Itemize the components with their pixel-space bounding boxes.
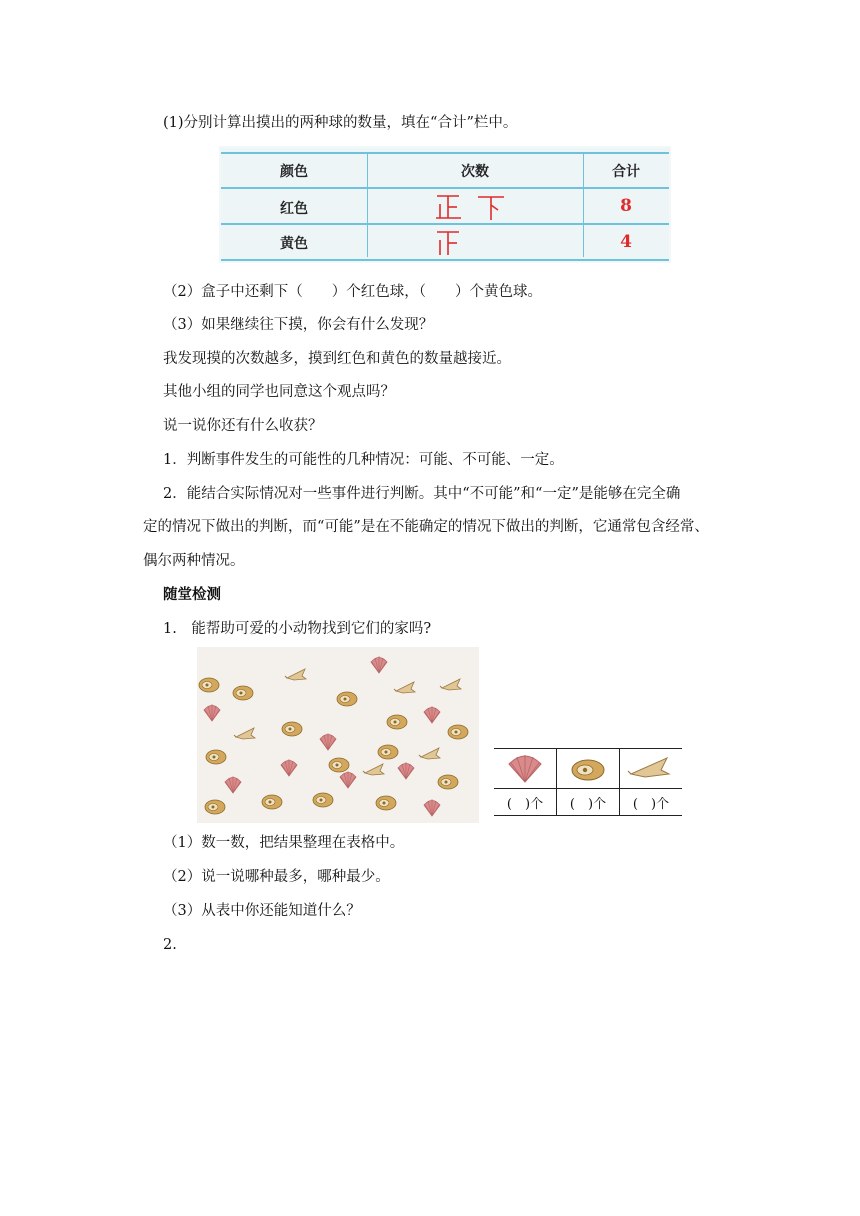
tally-mark-yellow [434, 228, 474, 258]
shell-count-table [494, 748, 682, 816]
exercise-1: 1. 能帮助可爱的小动物找到它们的家吗? [163, 621, 432, 637]
conch-count: ( )个 [632, 797, 670, 812]
tally-mark-red [434, 192, 524, 222]
exercise-1-part-3: （3）从表中你还能知道什么？ [163, 903, 361, 919]
finding-text: 我发现摸的次数越多，摸到红色和黄色的数量越接近。 [163, 351, 511, 367]
header-count: 次数 [461, 164, 489, 180]
row-yellow-color: 黄色 [280, 236, 308, 252]
scallop-count: ( )个 [506, 797, 544, 812]
conch-shell-icon [627, 754, 671, 784]
shells-picture [197, 647, 479, 823]
header-color: 颜色 [280, 164, 308, 180]
section-title: 随堂检测 [163, 587, 221, 603]
row-red-total: 8 [620, 196, 632, 216]
instruction-1: (1)分别计算出摸出的两种球的数量，填在“合计”栏中。 [163, 115, 518, 131]
group-question: 其他小组的同学也同意这个观点吗？ [163, 384, 395, 400]
row-red-color: 红色 [280, 201, 308, 217]
question-2: （2）盒子中还剩下（ ）个红色球，（ ）个黄色球。 [163, 284, 542, 300]
summary-2c: 偶尔两种情况。 [143, 553, 245, 569]
exercise-2: 2. [163, 937, 177, 953]
snail-shell-icon [568, 754, 608, 784]
exercise-1-part-2: （2）说一说哪种最多，哪种最少。 [163, 869, 390, 885]
summary-1: 1．判断事件发生的可能性的几种情况：可能、不可能、一定。 [163, 452, 564, 468]
exercise-1-part-1: （1）数一数，把结果整理在表格中。 [163, 835, 405, 851]
scallop-shell-icon [505, 754, 545, 784]
question-3: （3）如果继续往下摸，你会有什么发现？ [163, 317, 434, 333]
summary-2a: 2．能结合实际情况对一些事件进行判断。其中“不可能”和“一定”是能够在完全确 [163, 486, 681, 502]
header-total: 合计 [612, 164, 640, 180]
row-yellow-total: 4 [620, 232, 632, 252]
summary-2b: 定的情况下做出的判断，而“可能”是在不能确定的情况下做出的判断，它通常包含经常、 [143, 519, 709, 535]
shells-scatter [197, 647, 479, 823]
snail-count: ( )个 [569, 797, 607, 812]
gains-question: 说一说你还有什么收获？ [163, 418, 323, 434]
tally-table [221, 148, 669, 261]
